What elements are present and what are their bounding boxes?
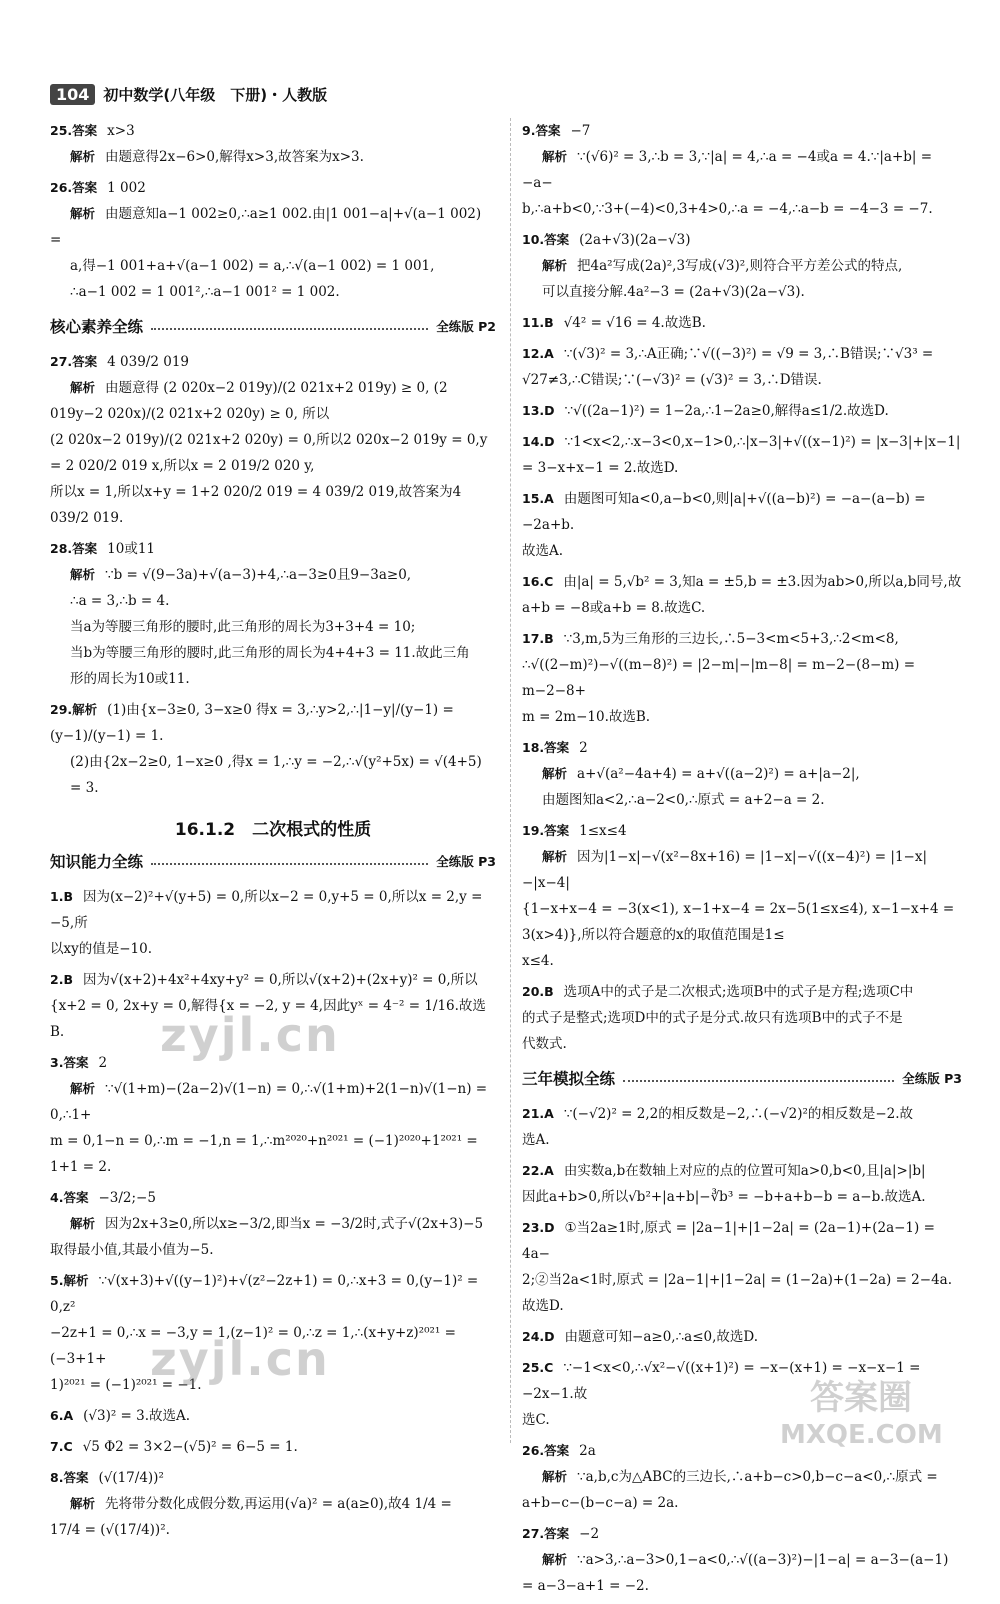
answer-item-13 [522, 398, 962, 424]
answer-item-14 [522, 429, 962, 481]
answer-item-28 [50, 536, 496, 692]
answer-item-16 [522, 569, 962, 621]
section-heading-core [50, 315, 496, 337]
explanation-line: 因为|1−x|−√(x²−8x+16) = |1−x|−√((x−4)²) = |1−x|−|x−4| [522, 849, 928, 891]
answer-value: −7 [570, 123, 591, 139]
explanation-line: ∴√((2−m)²)−√((m−8)²) = |2−m|−|m−8| = m−2−(8−m) = m−2−8+ [522, 657, 916, 699]
explanation-label: 解析 [70, 1496, 96, 1511]
dotted-leader [623, 1080, 894, 1082]
explanation-line: 因为(x−2)²+√(y+5) = 0,所以x−2 = 0,y+5 = 0,所以x = 2,y = −5,所 [50, 889, 483, 931]
question-number: 14.D [522, 434, 555, 449]
page-header [50, 80, 327, 108]
question-number: 13.D [522, 403, 555, 418]
answer-item-26 [50, 175, 496, 305]
explanation-line: = a−3−a+1 = −2. [522, 1578, 649, 1594]
explanation-line: 由实数a,b在数轴上对应的点的位置可知a>0,b<0,且|a|>|b| [563, 1163, 926, 1179]
question-number: 19.答案 [522, 823, 570, 838]
question-number: 3.答案 [50, 1055, 89, 1070]
subsection-title: 16.1.2 二次根式的性质 [174, 820, 372, 840]
section-heading-threeyear [522, 1067, 962, 1089]
explanation-line: 由题意知a−1 002≥0,∴a≥1 002.由|1 001−a|+√(a−1 002) = [50, 206, 482, 248]
explanation-line: 由|a| = 5,√b² = 3,知a = ±5,b = ±3.因为ab>0,所以a,b同号,故 [563, 574, 962, 590]
question-number: 22.A [522, 1163, 554, 1178]
question-number: 7.C [50, 1439, 73, 1454]
explanation-line: 选项A中的式子是二次根式;选项B中的式子是方程;选项C中 [563, 984, 914, 1000]
answer-item-8 [50, 1465, 496, 1543]
explanation-line: √27≠3,∴C错误;∵(−√3)² = (√3)² = 3,∴D错误. [522, 372, 822, 388]
explanation-line: 可以直接分解.4a²−3 = (2a+√3)(2a−√3). [542, 284, 805, 300]
explanation-line: {x+2 = 0, 2x+y = 0,解得{x = −2, y = 4,因此yˣ = 4⁻² = 1/16.故选B. [50, 998, 486, 1040]
explanation-line: a,得−1 001+a+√(a−1 002) = a,∴√(a−1 002) = 1 001, [70, 258, 435, 274]
dotted-leader [151, 328, 428, 330]
explanation-line: 以xy的值是−10. [50, 941, 153, 957]
explanation-line: ∵(√6)² = 3,∴b = 3,∵|a| = 4,∴a = −4或a = 4.∵|a+b| = −a− [522, 149, 933, 191]
answer-item-25 [50, 118, 496, 170]
explanation-label: 解析 [70, 567, 96, 582]
answer-value: 2 [579, 740, 588, 756]
question-number: 28.答案 [50, 541, 98, 556]
explanation-line: ∴a = 3,∴b = 4. [70, 593, 170, 609]
explanation-line: ∴a−1 002 = 1 001²,∴a−1 001² = 1 002. [70, 284, 340, 300]
question-number: 12.A [522, 346, 554, 361]
question-number: 20.B [522, 984, 554, 999]
explanation-label: 解析 [70, 1081, 96, 1096]
question-number: 24.D [522, 1329, 555, 1344]
column-divider [510, 118, 512, 1443]
question-number: 25.C [522, 1360, 554, 1375]
explanation-line: x≤4. [522, 953, 554, 969]
question-number: 17.B [522, 631, 554, 646]
explanation-line: 由题图可知a<0,a−b<0,则|a|+√((a−b)²) = −a−(a−b) = −2a+b. [522, 491, 926, 533]
answer-value: 4 039/2 019 [107, 354, 189, 370]
answer-value: 2 [98, 1055, 108, 1071]
explanation-line: 故选D. [522, 1298, 564, 1314]
question-number: 15.A [522, 491, 554, 506]
answer-item-9 [522, 118, 962, 222]
explanation-label: 解析 [70, 206, 96, 221]
explanation-line: ∵b = √(9−3a)+√(a−3)+4,∴a−3≥0且9−3a≥0, [105, 567, 412, 583]
explanation-line: 选C. [522, 1412, 550, 1428]
explanation-line: = 3−x+x−1 = 2.故选D. [522, 460, 679, 476]
explanation-line: m = 0,1−n = 0,∴m = −1,n = 1,∴m²⁰²⁰+n²⁰²¹ = (−1)²⁰²⁰+1²⁰²¹ = 1+1 = 2. [50, 1133, 478, 1175]
watermark-answer-circle: 答案圈 [810, 1378, 912, 1418]
explanation-line: {1−x+x−4 = −3(x<1), x−1+x−4 = 2x−5(1≤x≤4), x−1−x+4 = 3(x>4)},所以符合题意的x的取值范围是1≤ [522, 901, 955, 943]
explanation-line: 的式子是整式;选项D中的式子是分式.故只有选项B中的式子不是 [522, 1010, 903, 1026]
answer-value: 10或11 [107, 541, 156, 557]
section-ref: 全练版 P3 [436, 854, 496, 869]
answer-item-29 [50, 697, 496, 801]
explanation-label: 解析 [70, 1216, 96, 1231]
question-number: 4.答案 [50, 1190, 89, 1205]
answer-item-17 [522, 626, 962, 730]
question-number: 23.D [522, 1220, 555, 1235]
explanation-line: ∵a,b,c为△ABC的三边长,∴a+b−c>0,b−c−a<0,∴原式 = [577, 1469, 938, 1485]
explanation-line: a+√(a²−4a+4) = a+√((a−2)²) = a+|a−2|, [577, 766, 860, 782]
explanation-line: ∵√((2a−1)²) = 1−2a,∴1−2a≥0,解得a≤1/2.故选D. [564, 403, 889, 419]
explanation-line: ∵(√3)² = 3,∴A正确;∵√((−3)²) = √9 = 3,∴B错误;∵√3³ = [563, 346, 934, 362]
explanation-line: ∵−1<x<0,∴√x²−√((x+1)²) = −x−(x+1) = −x−x−1 = −2x−1.故 [522, 1360, 921, 1402]
explanation-label: 解析 [542, 149, 568, 164]
answer-item-12 [522, 341, 962, 393]
explanation-line: 形的周长为10或11. [70, 671, 190, 687]
explanation-line: 把4a²写成(2a)²,3写成(√3)²,则符合平方差公式的特点, [577, 258, 903, 274]
explanation-line: ∵(−√2)² = 2,2的相反数是−2,∴(−√2)²的相反数是−2.故 [563, 1106, 914, 1122]
answer-item-1 [50, 884, 496, 962]
answer-item-6 [50, 1403, 496, 1429]
question-number: 16.C [522, 574, 554, 589]
question-number: 25.答案 [50, 123, 98, 138]
question-number: 6.A [50, 1408, 74, 1423]
explanation-line: 由题图知a<2,∴a−2<0,∴原式 = a+2−a = 2. [542, 792, 825, 808]
explanation-line: 由题意得 (2 020x−2 019y)/(2 021x+2 019y) ≥ 0, (2 019y−2 020x)/(2 021x+2 020y) ≥ 0, 所以 [50, 380, 448, 422]
answer-value: −2 [579, 1526, 600, 1542]
explanation-line: 故选A. [522, 543, 564, 559]
answer-item-27b [522, 1521, 962, 1599]
question-number: 18.答案 [522, 740, 570, 755]
explanation-line: 选A. [522, 1132, 550, 1148]
section-title: 三年模拟全练 [522, 1070, 616, 1088]
section-title: 知识能力全练 [50, 853, 144, 871]
explanation-line: ①当2a≥1时,原式 = |2a−1|+|1−2a| = (2a−1)+(2a−1) = 4a− [522, 1220, 935, 1262]
answer-value: (√(17/4))² [98, 1470, 164, 1486]
answer-item-20 [522, 979, 962, 1057]
explanation-line: a+b = −8或a+b = 8.故选C. [522, 600, 706, 616]
answer-value: (2a+√3)(2a−√3) [579, 232, 691, 248]
question-number: 21.A [522, 1106, 554, 1121]
answer-item-27 [50, 349, 496, 531]
explanation-line: 因为2x+3≥0,所以x≥−3/2,即当x = −3/2时,式子√(2x+3)−5 [105, 1216, 484, 1232]
explanation-line: (1)由{x−3≥0, 3−x≥0 得x = 3,∴y>2,∴|1−y|/(y−1) = (y−1)/(y−1) = 1. [50, 702, 454, 744]
explanation-line: 由题意得2x−6>0,解得x>3,故答案为x>3. [105, 149, 364, 165]
answer-item-23 [522, 1215, 962, 1319]
page-number: 104 [50, 84, 95, 105]
answer-item-7 [50, 1434, 496, 1460]
section-heading-knowledge [50, 850, 496, 872]
explanation-line: ∵√(1+m)−(2a−2)√(1−n) = 0,∴√(1+m)+2(1−n)√(1−n) = 0,∴1+ [50, 1081, 488, 1123]
explanation-line: ∵√(x+3)+√((y−1)²)+√(z²−2z+1) = 0,∴x+3 = 0,(y−1)² = 0,z² [50, 1273, 479, 1315]
answer-item-4 [50, 1185, 496, 1263]
explanation-line: (2 020x−2 019y)/(2 021x+2 020y) = 0,所以2 020x−2 019y = 0,y = 2 020/2 019 x,所以x = 2 019/2 020 y, [50, 432, 488, 474]
explanation-line: 因此a+b>0,所以√b²+|a+b|−∛b³ = −b+a+b−b = a−b.故选A. [522, 1189, 926, 1205]
answer-value: 1≤x≤4 [579, 823, 627, 839]
explanation-line: 所以x = 1,所以x+y = 1+2 020/2 019 = 4 039/2 019,故答案为4 039/2 019. [50, 484, 462, 526]
question-number: 10.答案 [522, 232, 570, 247]
explanation-line: 当b为等腰三角形的腰时,此三角形的周长为4+4+3 = 11.故此三角 [70, 645, 470, 661]
question-number: 27.答案 [50, 354, 98, 369]
explanation-line: 代数式. [522, 1036, 567, 1052]
question-number: 2.B [50, 972, 73, 987]
explanation-line: ∵a>3,∴a−3>0,1−a<0,∴√((a−3)²)−|1−a| = a−3−(a−1) [577, 1552, 949, 1568]
question-number: 5.解析 [50, 1273, 89, 1288]
question-number: 29.解析 [50, 702, 98, 717]
explanation-label: 解析 [70, 380, 96, 395]
explanation-line: ∵1<x<2,∴x−3<0,x−1>0,∴|x−3|+√((x−1)²) = |x−3|+|x−1| [564, 434, 961, 450]
explanation-line: −2z+1 = 0,∴x = −3,y = 1,(z−1)² = 0,∴z = 1,∴(x+y+z)²⁰²¹ = (−3+1+ [50, 1325, 456, 1367]
explanation-line: √4² = √16 = 4.故选B. [563, 315, 706, 331]
question-number: 8.答案 [50, 1470, 89, 1485]
answer-value: 2a [579, 1443, 596, 1459]
explanation-line: 当a为等腰三角形的腰时,此三角形的周长为3+3+4 = 10; [70, 619, 416, 635]
explanation-line: b,∴a+b<0,∵3+(−4)<0,3+4>0,∴a = −4,∴a−b = −4−3 = −7. [522, 201, 933, 217]
section-title: 核心素养全练 [50, 318, 144, 336]
book-title: 初中数学(八年级 下册)・人教版 [103, 85, 328, 104]
dotted-leader [151, 863, 428, 865]
answer-value: 1 002 [107, 180, 146, 196]
watermark-mxqe: MXQE.COM [780, 1420, 943, 1450]
answer-item-19 [522, 818, 962, 974]
explanation-line: 取得最小值,其最小值为−5. [50, 1242, 214, 1258]
explanation-label: 解析 [542, 258, 568, 273]
answer-value: x>3 [107, 123, 135, 139]
question-number: 26.答案 [522, 1443, 570, 1458]
explanation-line: m = 2m−10.故选B. [522, 709, 651, 725]
answer-item-18 [522, 735, 962, 813]
explanation-line: a+b−c−(b−c−a) = 2a. [522, 1495, 679, 1511]
explanation-line: 1)²⁰²¹ = (−1)²⁰²¹ = −1. [50, 1377, 202, 1393]
explanation-line: (√3)² = 3.故选A. [83, 1408, 191, 1424]
explanation-line: ∵3,m,5为三角形的三边长,∴5−3<m<5+3,∴2<m<8, [563, 631, 899, 647]
section-ref: 全练版 P3 [902, 1071, 962, 1086]
answer-item-11 [522, 310, 962, 336]
question-number: 11.B [522, 315, 554, 330]
answer-item-10 [522, 227, 962, 305]
explanation-label: 解析 [70, 149, 96, 164]
explanation-label: 解析 [542, 1469, 568, 1484]
answer-value: −3/2;−5 [98, 1190, 156, 1206]
answer-item-21 [522, 1101, 962, 1153]
explanation-line: √5 Φ2 = 3×2−(√5)² = 6−5 = 1. [82, 1439, 298, 1455]
explanation-line: 2;②当2a<1时,原式 = |2a−1|+|1−2a| = (1−2a)+(1−2a) = 2−4a. [522, 1272, 953, 1288]
answer-item-24 [522, 1324, 962, 1350]
question-number: 27.答案 [522, 1526, 570, 1541]
question-number: 9.答案 [522, 123, 561, 138]
watermark-zyjl: zyjl.cn [160, 1008, 340, 1062]
question-number: 1.B [50, 889, 73, 904]
answer-item-3 [50, 1050, 496, 1180]
explanation-line: 由题意可知−a≥0,∴a≤0,故选D. [564, 1329, 759, 1345]
explanation-label: 解析 [542, 849, 568, 864]
answer-item-15 [522, 486, 962, 564]
explanation-label: 解析 [542, 1552, 568, 1567]
explanation-line: (2)由{2x−2≥0, 1−x≥0 ,得x = 1,∴y = −2,∴√(y²+5x) = √(4+5) = 3. [70, 754, 482, 796]
explanation-label: 解析 [542, 766, 568, 781]
explanation-line: 17/4 = (√(17/4))². [50, 1522, 170, 1538]
explanation-line: 先将带分数化成假分数,再运用(√a)² = a(a≥0),故4 1/4 = [105, 1496, 452, 1512]
question-number: 26.答案 [50, 180, 98, 195]
watermark-zyjl: zyjl.cn [150, 1332, 330, 1386]
explanation-line: 因为√(x+2)+4x²+4xy+y² = 0,所以√(x+2)+(2x+y)² = 0,所以 [82, 972, 478, 988]
section-ref: 全练版 P2 [436, 319, 496, 334]
answer-item-22 [522, 1158, 962, 1210]
